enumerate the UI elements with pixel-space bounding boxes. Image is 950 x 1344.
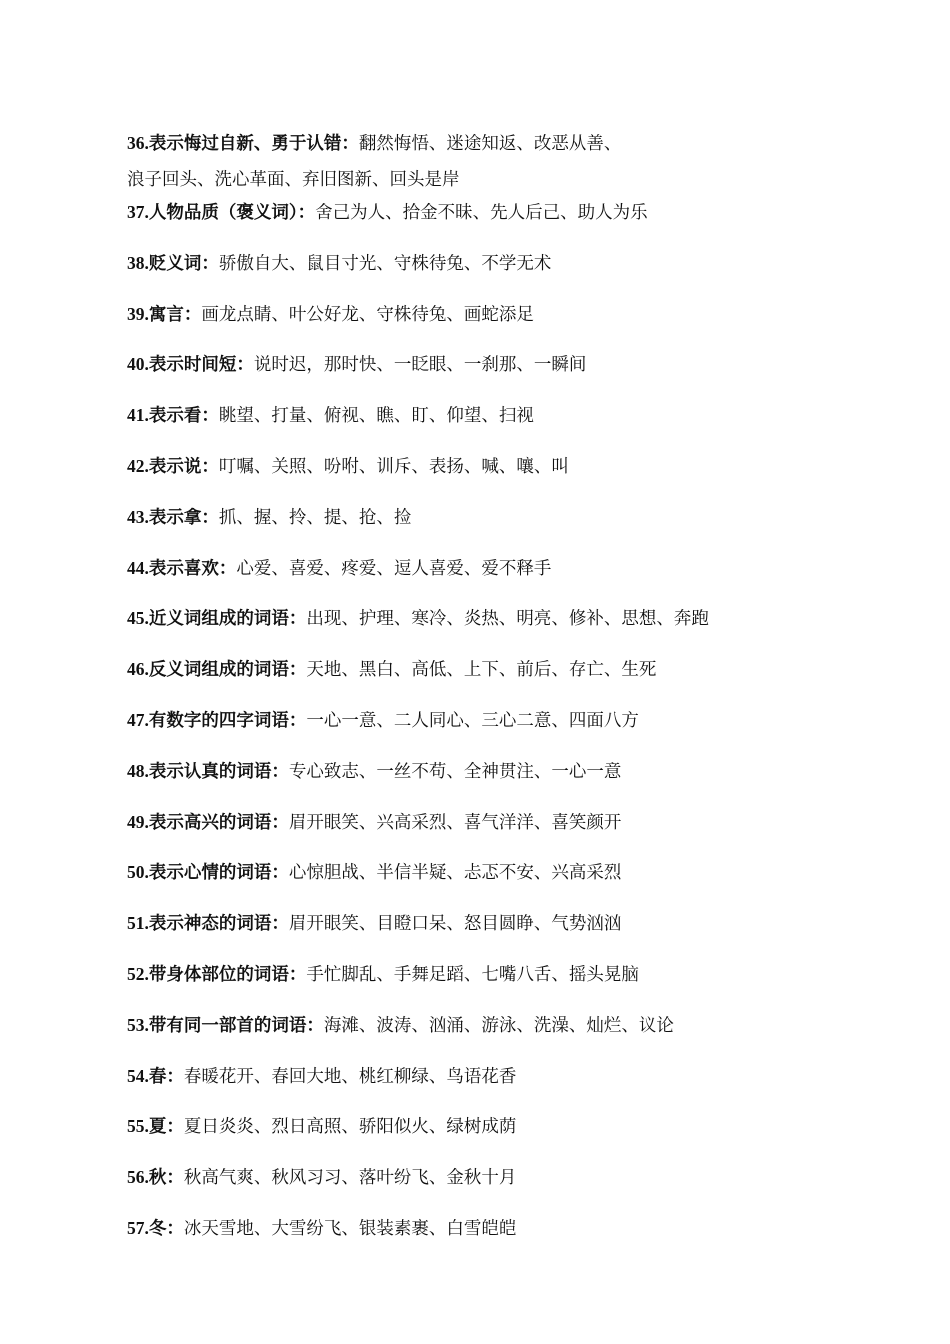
entry-content: 舍己为人、拾金不昧、先人后己、助人为乐: [315, 203, 648, 223]
entry-label: 表示认真的词语：: [148, 761, 289, 782]
entry-content: 叮嘱、关照、吩咐、训斥、表扬、喊、嚷、叫: [218, 456, 569, 477]
entry-number: 44.: [127, 557, 149, 578]
entry-number: 53.: [127, 1014, 149, 1035]
entry-number: 38.: [127, 252, 149, 273]
entry-content: 眉开眼笑、兴高采烈、喜气洋洋、喜笑颜开: [288, 812, 622, 833]
entry-number: 45.: [127, 608, 149, 629]
entry-number: 47.: [127, 709, 149, 730]
entry-content: 出现、护理、寒冷、炎热、明亮、修补、思想、奔跑: [306, 609, 709, 630]
entry-54: [127, 1062, 827, 1091]
entry-55: [127, 1112, 827, 1141]
entry-42: [127, 452, 827, 481]
entry-content: 画龙点睛、叶公好龙、守株待兔、画蛇添足: [201, 304, 534, 325]
entry-36: [127, 125, 827, 198]
entry-number: 40.: [127, 354, 149, 375]
entry-number: 54.: [127, 1065, 149, 1086]
entry-number: 50.: [127, 862, 149, 883]
entry-number: 39.: [127, 303, 149, 324]
entry-label: 秋：: [148, 1168, 184, 1189]
entry-41: [127, 401, 827, 430]
entry-content: 心惊胆战、半信半疑、忐忑不安、兴高采烈: [288, 863, 622, 884]
entry-43: [127, 503, 827, 532]
entry-label: 夏：: [148, 1117, 184, 1138]
entry-number: 42.: [127, 455, 149, 476]
entry-number: 52.: [127, 963, 149, 984]
entry-label: 近义词组成的词语：: [148, 609, 307, 630]
entry-content: 眉开眼笑、目瞪口呆、怒目圆睁、气势汹汹: [288, 914, 622, 935]
entry-label: 有数字的四字词语：: [148, 710, 307, 731]
entry-content: 冰天雪地、大雪纷飞、银装素裹、白雪皑皑: [183, 1218, 517, 1239]
entry-number: 48.: [127, 760, 149, 781]
entry-number: 57.: [127, 1217, 149, 1238]
entry-56: [127, 1163, 827, 1192]
entry-number: 56.: [127, 1167, 149, 1188]
entry-number: 36.: [127, 133, 149, 153]
entry-label: 冬：: [148, 1218, 184, 1239]
entry-number: 41.: [127, 405, 149, 426]
entry-label: 表示看：: [148, 406, 219, 427]
entry-content: 夏日炎炎、烈日高照、骄阳似火、绿树成荫: [183, 1117, 517, 1138]
entry-number: 49.: [127, 811, 149, 832]
entry-label: 表示说：: [148, 456, 219, 477]
entry-number: 51.: [127, 913, 149, 934]
entry-48: [127, 757, 827, 786]
entry-44: [127, 554, 827, 583]
entry-content: 手忙脚乱、手舞足蹈、七嘴八舌、摇头晃脑: [306, 964, 639, 985]
entry-50: [127, 858, 827, 887]
entry-content: 海滩、波涛、汹涌、游泳、洗澡、灿烂、议论: [323, 1015, 674, 1036]
entry-label: 人物品质（褒义词）：: [148, 203, 316, 223]
entry-content: 专心致志、一丝不苟、全神贯注、一心一意: [288, 761, 622, 782]
entry-52: [127, 960, 827, 989]
entry-47: [127, 706, 827, 735]
entry-label: 表示高兴的词语：: [148, 812, 289, 833]
entry-number: 46.: [127, 659, 149, 680]
entry-label: 表示喜欢：: [148, 558, 237, 579]
entry-53: [127, 1011, 827, 1040]
entry-57: [127, 1214, 827, 1243]
entry-label: 表示神态的词语：: [148, 914, 289, 935]
entry-label: 反义词组成的词语：: [148, 660, 307, 681]
entry-label: 带身体部位的词语：: [148, 964, 307, 985]
entry-37: [127, 198, 827, 227]
entry-label: 带有同一部首的词语：: [148, 1015, 324, 1036]
entry-label: 表示心情的词语：: [148, 863, 289, 884]
entry-content: 骄傲自大、鼠目寸光、守株待兔、不学无术: [218, 253, 552, 274]
entry-39: [127, 300, 827, 329]
entry-label: 表示悔过自新、勇于认错：: [148, 134, 359, 154]
entry-content: 抓、握、拎、提、抢、捡: [218, 507, 412, 528]
entry-46: [127, 655, 827, 684]
entry-content: 一心一意、二人同心、三心二意、四面八方: [306, 710, 639, 731]
entry-40: [127, 350, 827, 379]
entry-number: 55.: [127, 1116, 149, 1137]
entry-number: 43.: [127, 506, 149, 527]
entry-label: 寓言：: [148, 304, 202, 325]
entry-content: 秋高气爽、秋风习习、落叶纷飞、金秋十月: [183, 1168, 517, 1189]
entry-label: 表示拿：: [148, 507, 219, 528]
entry-content: 心爱、喜爱、疼爱、逗人喜爱、爱不释手: [236, 558, 552, 579]
entry-label: 表示时间短：: [148, 355, 254, 376]
entry-content: 天地、黑白、高低、上下、前后、存亡、生死: [306, 660, 657, 681]
entry-content: 翻然悔悟、迷途知返、改恶从善、: [358, 134, 622, 154]
entry-content: 说时迟，那时快、一眨眼、一刹那、一瞬间: [253, 355, 587, 376]
entry-label: 贬义词：: [148, 253, 219, 274]
entry-51: [127, 909, 827, 938]
document-page: [127, 125, 827, 1243]
entry-content: 眺望、打量、俯视、瞧、盯、仰望、扫视: [218, 406, 534, 427]
entry-content-continued: 浪子回头、洗心革面、弃旧图新、回头是岸: [127, 170, 460, 190]
entry-49: [127, 808, 827, 837]
entry-45: [127, 604, 827, 633]
entry-label: 春：: [148, 1066, 184, 1087]
entry-content: 春暖花开、春回大地、桃红柳绿、鸟语花香: [183, 1066, 517, 1087]
entry-38: [127, 249, 827, 278]
entry-number: 37.: [127, 202, 149, 222]
